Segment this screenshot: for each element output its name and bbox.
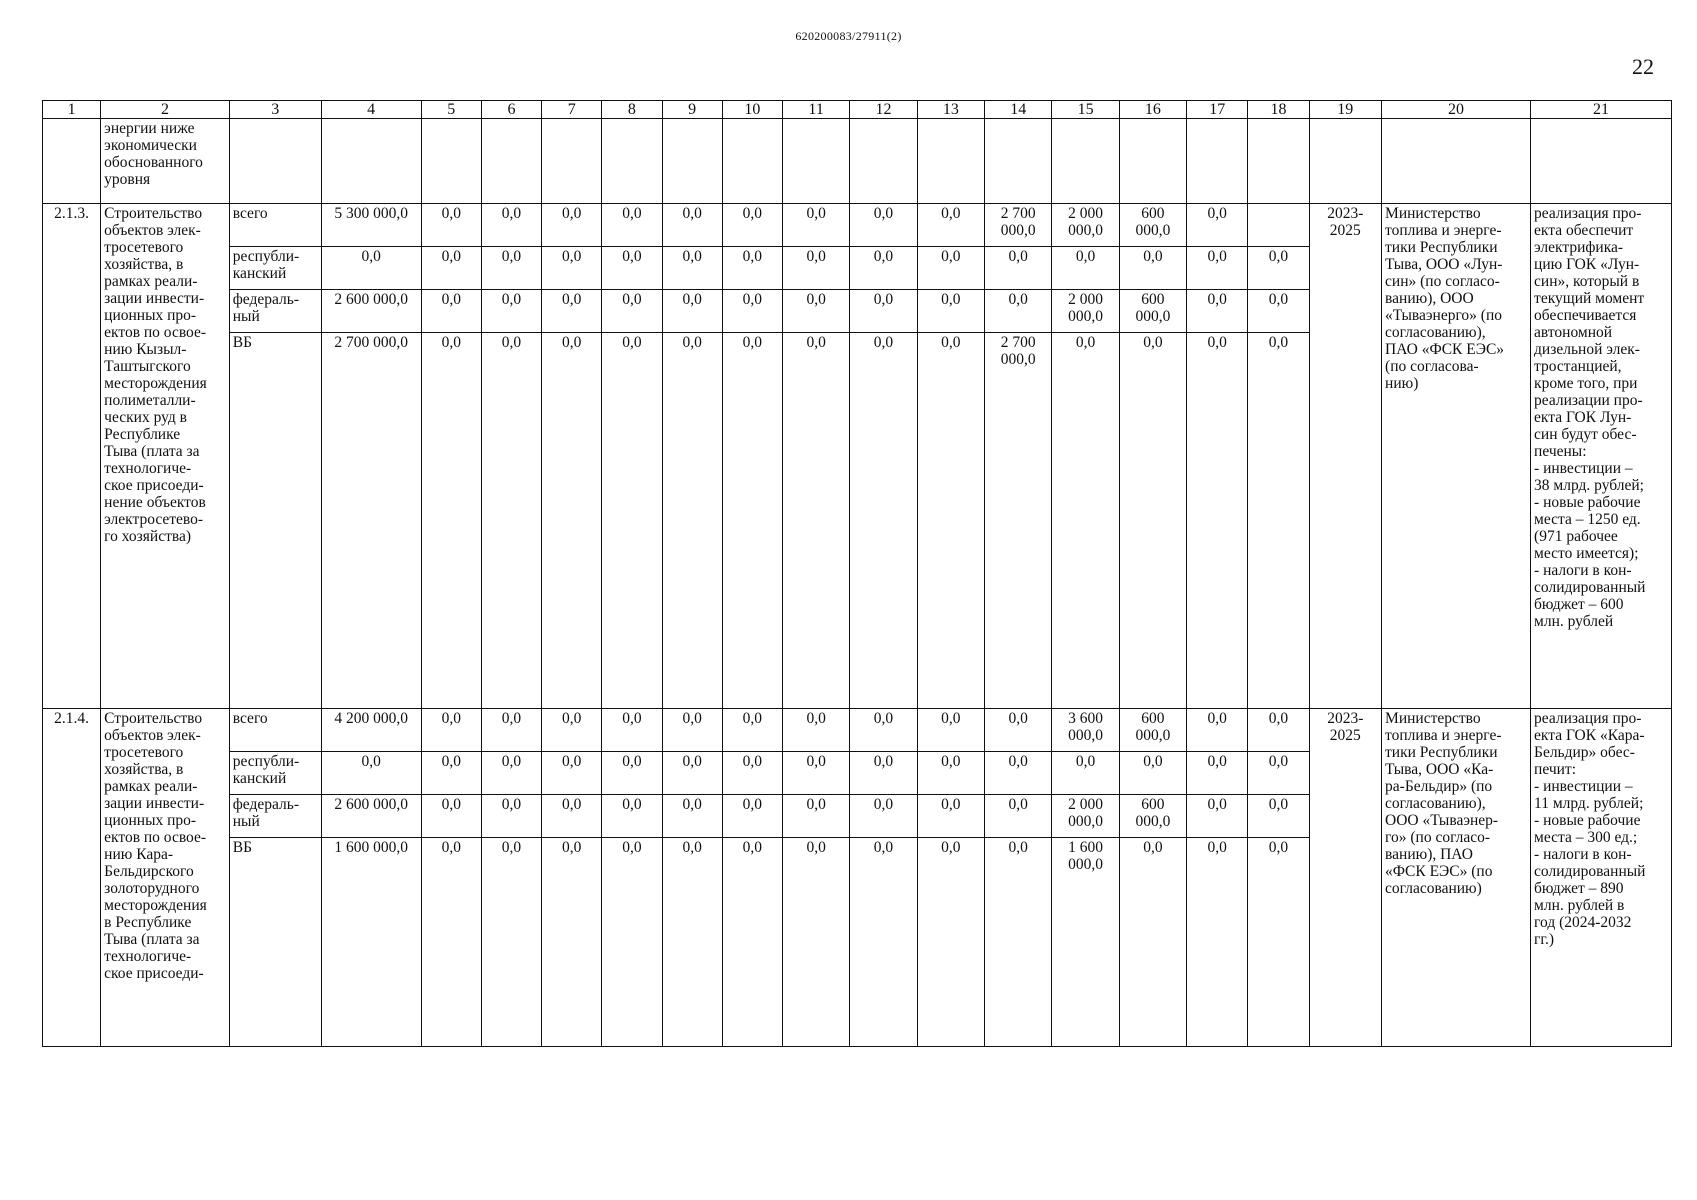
- column-number: 17: [1187, 101, 1248, 119]
- amount-cell: 0,0: [481, 709, 541, 752]
- amount-cell: 0,0: [542, 752, 602, 795]
- amount-cell: 0,0: [722, 752, 782, 795]
- amount-cell: 2 000 000,0: [1052, 204, 1119, 247]
- amount-cell: 0,0: [1248, 290, 1309, 333]
- amount-cell: 0,0: [1248, 795, 1309, 838]
- amount-cell: 4 200 000,0: [321, 709, 421, 752]
- amount-cell: 0,0: [917, 709, 984, 752]
- empty-cell: [1052, 119, 1119, 204]
- amount-cell: 0,0: [542, 795, 602, 838]
- amount-cell: 0,0: [1248, 333, 1309, 709]
- amount-cell: 0,0: [602, 838, 662, 1047]
- amount-cell: 5 300 000,0: [321, 204, 421, 247]
- amount-cell: 3 600 000,0: [1052, 709, 1119, 752]
- amount-cell: 0,0: [421, 838, 481, 1047]
- amount-cell: 0,0: [602, 290, 662, 333]
- amount-cell: 0,0: [481, 795, 541, 838]
- continuation-row: [43, 119, 1672, 204]
- amount-cell: 0,0: [542, 247, 602, 290]
- page-number: 22: [1632, 54, 1654, 79]
- amount-cell: 0,0: [1119, 838, 1186, 1047]
- amount-cell: 0,0: [850, 709, 917, 752]
- amount-cell: 0,0: [850, 204, 917, 247]
- amount-cell: 0,0: [1187, 204, 1248, 247]
- responsible-executors: Министерство топлива и энерге- тики Республики Тыва, ООО «Лун- син» (по согласо- ванию), ООО «Тываэнерго» (по согласованию), ПАО «ФСК ЕЭС» (по согласова- нию): [1382, 204, 1531, 709]
- column-number: 10: [722, 101, 782, 119]
- amount-cell: 0,0: [917, 204, 984, 247]
- column-number: 18: [1248, 101, 1309, 119]
- amount-cell: 0,0: [481, 290, 541, 333]
- amount-cell: [1248, 204, 1309, 247]
- amount-cell: 0,0: [1119, 752, 1186, 795]
- amount-cell: 0,0: [917, 247, 984, 290]
- empty-cell: [1187, 119, 1248, 204]
- amount-cell: 0,0: [985, 709, 1052, 752]
- amount-cell: 0,0: [421, 752, 481, 795]
- amount-cell: 0,0: [1119, 333, 1186, 709]
- column-number: 3: [229, 101, 321, 119]
- amount-cell: 0,0: [782, 290, 849, 333]
- amount-cell: 0,0: [542, 290, 602, 333]
- item-number: 2.1.4.: [43, 709, 101, 1047]
- empty-cell: [321, 119, 421, 204]
- amount-cell: 0,0: [850, 795, 917, 838]
- amount-cell: 0,0: [421, 333, 481, 709]
- empty-cell: [421, 119, 481, 204]
- empty-cell: [602, 119, 662, 204]
- amount-cell: 600 000,0: [1119, 290, 1186, 333]
- amount-cell: 0,0: [917, 752, 984, 795]
- amount-cell: 1 600 000,0: [321, 838, 421, 1047]
- amount-cell: 0,0: [1052, 333, 1119, 709]
- amount-cell: 2 000 000,0: [1052, 290, 1119, 333]
- amount-cell: 0,0: [782, 709, 849, 752]
- amount-cell: 0,0: [850, 290, 917, 333]
- amount-cell: 0,0: [662, 709, 722, 752]
- amount-cell: 0,0: [917, 290, 984, 333]
- column-number: 15: [1052, 101, 1119, 119]
- amount-cell: 0,0: [782, 838, 849, 1047]
- amount-cell: 0,0: [985, 752, 1052, 795]
- amount-cell: 0,0: [722, 204, 782, 247]
- empty-cell: [850, 119, 917, 204]
- amount-cell: 0,0: [662, 838, 722, 1047]
- amount-cell: 1 600 000,0: [1052, 838, 1119, 1047]
- amount-cell: 0,0: [1248, 838, 1309, 1047]
- amount-cell: 0,0: [1187, 709, 1248, 752]
- column-number: 11: [782, 101, 849, 119]
- amount-cell: 0,0: [481, 752, 541, 795]
- column-number: 13: [917, 101, 984, 119]
- amount-cell: 0,0: [1187, 290, 1248, 333]
- amount-cell: 600 000,0: [1119, 795, 1186, 838]
- amount-cell: 0,0: [722, 247, 782, 290]
- amount-cell: 2 700 000,0: [985, 333, 1052, 709]
- amount-cell: 0,0: [722, 838, 782, 1047]
- amount-cell: 0,0: [421, 290, 481, 333]
- amount-cell: 0,0: [421, 709, 481, 752]
- amount-cell: 0,0: [850, 752, 917, 795]
- funding-source: федераль- ный: [229, 290, 321, 333]
- amount-cell: 0,0: [722, 290, 782, 333]
- amount-cell: 0,0: [1052, 247, 1119, 290]
- amount-cell: 0,0: [602, 752, 662, 795]
- amount-cell: 0,0: [481, 333, 541, 709]
- column-number: 9: [662, 101, 722, 119]
- amount-cell: 0,0: [722, 333, 782, 709]
- column-number: 7: [542, 101, 602, 119]
- funding-source: всего: [229, 709, 321, 752]
- column-number: 1: [43, 101, 101, 119]
- column-number: 6: [481, 101, 541, 119]
- column-number-row: [43, 101, 1672, 119]
- funding-source: республи- канский: [229, 752, 321, 795]
- column-number: 14: [985, 101, 1052, 119]
- implementation-period: 2023- 2025: [1309, 204, 1381, 709]
- amount-cell: 0,0: [985, 795, 1052, 838]
- amount-cell: 0,0: [481, 247, 541, 290]
- empty-cell: [43, 119, 101, 204]
- column-number: 21: [1531, 101, 1672, 119]
- amount-cell: 0,0: [1248, 752, 1309, 795]
- amount-cell: 0,0: [1052, 752, 1119, 795]
- amount-cell: 0,0: [1187, 247, 1248, 290]
- amount-cell: 0,0: [1187, 752, 1248, 795]
- amount-cell: 0,0: [985, 838, 1052, 1047]
- empty-cell: [985, 119, 1052, 204]
- empty-cell: [1531, 119, 1672, 204]
- item-name: Строительство объектов элек- тросетевого хозяйства, в рамках реали- зации инвести- ционных про- ектов по освое- нию Кара- Бельдирского золоторудного месторождения в Республике Тыва (плата за технологиче- ское присоеди-: [101, 709, 230, 1047]
- amount-cell: 0,0: [917, 333, 984, 709]
- column-number: 5: [421, 101, 481, 119]
- column-number: 8: [602, 101, 662, 119]
- amount-cell: 0,0: [662, 752, 722, 795]
- funding-source: ВБ: [229, 333, 321, 709]
- column-number: 12: [850, 101, 917, 119]
- program-table: [42, 100, 1672, 1047]
- column-number: 4: [321, 101, 421, 119]
- amount-cell: 0,0: [602, 247, 662, 290]
- amount-cell: 0,0: [481, 838, 541, 1047]
- continuation-text: энергии ниже экономически обоснованного уровня: [101, 119, 230, 204]
- amount-cell: 2 000 000,0: [1052, 795, 1119, 838]
- amount-cell: 0,0: [662, 247, 722, 290]
- amount-cell: 2 600 000,0: [321, 795, 421, 838]
- amount-cell: 0,0: [602, 333, 662, 709]
- amount-cell: 0,0: [421, 204, 481, 247]
- amount-cell: 0,0: [1119, 247, 1186, 290]
- column-number: 2: [101, 101, 230, 119]
- amount-cell: 0,0: [602, 709, 662, 752]
- empty-cell: [1309, 119, 1381, 204]
- amount-cell: 0,0: [662, 333, 722, 709]
- empty-cell: [662, 119, 722, 204]
- item-name: Строительство объектов элек- тросетевого хозяйства, в рамках реали- зации инвести- ционных про- ектов по освое- нию Кызыл- Таштыгского месторождения полиметалли- ческих руд в Республике Тыва (плата за технологиче- ское присоеди- нение объектов электросетево- го хозяйства): [101, 204, 230, 709]
- amount-cell: 0,0: [782, 333, 849, 709]
- expected-result: реализация про- екта обеспечит электрифика- цию ГОК «Лун- син», который в текущий момент обеспечивается автономной дизельной элек- тростанцией, кроме того, при реализации про- екта ГОК Лун- син будут обес- печены: - инвестиции – 38 млрд. рублей; - новые рабочие места – 1250 ед. (971 рабочее место имеется); - налоги в кон- солидированный бюджет – 600 млн. рублей: [1531, 204, 1672, 709]
- empty-cell: [481, 119, 541, 204]
- empty-cell: [782, 119, 849, 204]
- column-number: 19: [1309, 101, 1381, 119]
- amount-cell: 0,0: [722, 709, 782, 752]
- amount-cell: 0,0: [782, 247, 849, 290]
- amount-cell: 2 600 000,0: [321, 290, 421, 333]
- amount-cell: 0,0: [662, 204, 722, 247]
- amount-cell: 0,0: [662, 290, 722, 333]
- amount-cell: 2 700 000,0: [985, 204, 1052, 247]
- amount-cell: 0,0: [782, 752, 849, 795]
- amount-cell: 0,0: [481, 204, 541, 247]
- empty-cell: [1119, 119, 1186, 204]
- amount-cell: 0,0: [662, 795, 722, 838]
- amount-cell: 0,0: [1248, 709, 1309, 752]
- amount-cell: 0,0: [542, 204, 602, 247]
- amount-cell: 2 700 000,0: [321, 333, 421, 709]
- amount-cell: 0,0: [722, 795, 782, 838]
- amount-cell: 0,0: [542, 709, 602, 752]
- amount-cell: 0,0: [850, 838, 917, 1047]
- amount-cell: 600 000,0: [1119, 204, 1186, 247]
- amount-cell: 0,0: [985, 247, 1052, 290]
- amount-cell: 0,0: [782, 204, 849, 247]
- implementation-period: 2023- 2025: [1309, 709, 1381, 1047]
- item-number: 2.1.3.: [43, 204, 101, 709]
- empty-cell: [229, 119, 321, 204]
- amount-cell: 0,0: [602, 795, 662, 838]
- column-number: 16: [1119, 101, 1186, 119]
- amount-cell: 0,0: [850, 333, 917, 709]
- amount-cell: 0,0: [1248, 247, 1309, 290]
- empty-cell: [542, 119, 602, 204]
- document-id: 620200083/27911(2): [795, 29, 902, 43]
- amount-cell: 0,0: [1187, 795, 1248, 838]
- empty-cell: [1248, 119, 1309, 204]
- column-number: 20: [1382, 101, 1531, 119]
- amount-cell: 0,0: [985, 290, 1052, 333]
- amount-cell: 0,0: [782, 795, 849, 838]
- amount-cell: 0,0: [321, 247, 421, 290]
- amount-cell: 0,0: [1187, 333, 1248, 709]
- empty-cell: [917, 119, 984, 204]
- empty-cell: [1382, 119, 1531, 204]
- funding-source: ВБ: [229, 838, 321, 1047]
- amount-cell: 0,0: [421, 795, 481, 838]
- amount-cell: 0,0: [542, 333, 602, 709]
- funding-source: республи- канский: [229, 247, 321, 290]
- table-row: [43, 204, 1672, 247]
- funding-source: федераль- ный: [229, 795, 321, 838]
- amount-cell: 0,0: [421, 247, 481, 290]
- responsible-executors: Министерство топлива и энерге- тики Республики Тыва, ООО «Ка- ра-Бельдир» (по согласованию), ООО «Тываэнер- го» (по согласо- ванию), ПАО «ФСК ЕЭС» (по согласованию): [1382, 709, 1531, 1047]
- amount-cell: 0,0: [542, 838, 602, 1047]
- amount-cell: 0,0: [850, 247, 917, 290]
- table-row: [43, 709, 1672, 752]
- amount-cell: 0,0: [1187, 838, 1248, 1047]
- amount-cell: 600 000,0: [1119, 709, 1186, 752]
- expected-result: реализация про- екта ГОК «Кара- Бельдир» обес- печит: - инвестиции – 11 млрд. рублей; - новые рабочие места – 300 ед.; - налоги в кон- солидированный бюджет – 890 млн. рублей в год (2024-2032 гг.): [1531, 709, 1672, 1047]
- empty-cell: [722, 119, 782, 204]
- amount-cell: 0,0: [321, 752, 421, 795]
- funding-source: всего: [229, 204, 321, 247]
- amount-cell: 0,0: [602, 204, 662, 247]
- amount-cell: 0,0: [917, 795, 984, 838]
- amount-cell: 0,0: [917, 838, 984, 1047]
